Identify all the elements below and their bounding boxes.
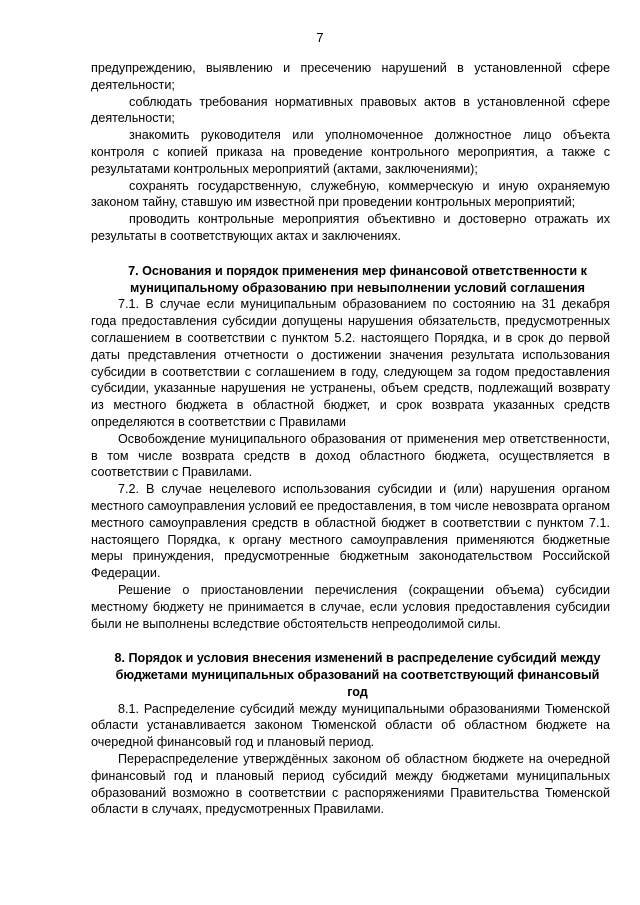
- paragraph: предупреждению, выявлению и пресечению нарушений в установленной сфере деятельности;: [91, 61, 610, 92]
- paragraph: сохранять государственную, служебную, коммерческую и иную охраняемую законом тайну, ставшую им известной при проведении контрольных мероприятий;: [91, 178, 610, 210]
- paragraph: 8.1. Распределение субсидий между муниципальными образованиями Тюменской области устанавливается законом Тюменской области об областном бюджете на очередной финансовый год и плановый период.: [91, 701, 610, 750]
- paragraph: Решение о приостановлении перечисления (сокращении объема) субсидии местному бюджету не принимается в случае, если условия предоставления субсидии были не выполнены вследствие обстоятельств непреодолимой силы.: [91, 582, 610, 631]
- page-number: 7: [316, 30, 324, 45]
- paragraph: знакомить руководителя или уполномоченное должностное лицо объекта контроля с копией приказа на проведение контрольного мероприятия, а также с результатами контрольных мероприятий (актами, заключениями);: [91, 128, 610, 176]
- document-body: [91, 60, 610, 818]
- paragraph: проводить контрольные мероприятия объективно и достоверно отражать их результаты в соответствующих актах и заключениях.: [91, 212, 610, 243]
- paragraph: соблюдать требования нормативных правовых актов в установленной сфере деятельности;: [91, 94, 610, 126]
- paragraph: 7.2. В случае нецелевого использования субсидии и (или) нарушения органом местного самоуправления условий ее предоставления, в том числе невозврата органом местного самоуправления средств в областной бюджет в соответствии с пунктом 7.1. настоящего Порядка, к органу местного самоуправления применяются бюджетные меры принуждения, предусмотренные бюджетным законодательством Российской Федерации.: [91, 482, 610, 581]
- section-7-title: 7. Основания и порядок применения мер финансовой ответственности к муниципальному образованию при невыполнении условий соглашения: [128, 263, 587, 295]
- paragraph: 7.1. В случае если муниципальным образованием по состоянию на 31 декабря года предоставления субсидии допущены нарушения обязательств, предусмотренных соглашением в соответствии с пунктом 5.2. настоящего Порядка, и в срок до первой даты представления отчетности о достижении значения результата использования субсидии в соответствии с соглашением в году, следующем за годом предоставления субсидии, указанные нарушения не устранены, объем средств, подлежащий возврату из местного бюджета в областной бюджет, и срок возврата указанных средств определяются в соответствии с Правилами: [91, 297, 610, 429]
- paragraph: Освобождение муниципального образования от применения мер ответственности, в том числе возврата средств в доход областного бюджета, осуществляется в соответствии с Правилами.: [91, 431, 610, 480]
- section-8-title: 8. Порядок и условия внесения изменений в распределение субсидий между бюджетами муниципальных образований на соответствующий финансовый год: [114, 651, 601, 699]
- paragraph: Перераспределение утверждённых законом об областном бюджете на очередной финансовый год и плановый период субсидий между бюджетами муниципальных образований возможно в соответствии с распоряжениями Правительства Тюменской области в случаях, предусмотренных Правилами.: [91, 752, 610, 817]
